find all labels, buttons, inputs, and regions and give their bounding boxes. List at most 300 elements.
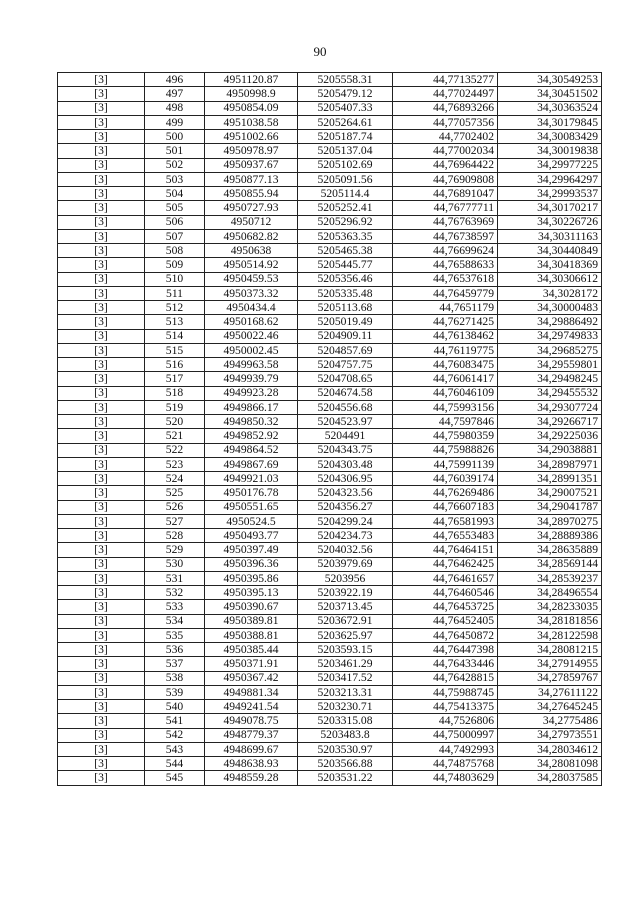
latitude-cell: 44,76462425 [393,557,498,571]
longitude-cell: 34,28991351 [498,472,602,486]
y-coordinate-cell: 5205187.74 [298,130,393,144]
y-coordinate-cell: 5205363.35 [298,229,393,243]
latitude-cell: 44,76450872 [393,628,498,642]
x-coordinate-cell: 4950514.92 [205,258,298,272]
x-coordinate-cell: 4950682.82 [205,229,298,243]
longitude-cell: 34,27645245 [498,700,602,714]
table-row [58,158,602,172]
point-number-cell: 530 [145,557,205,571]
x-coordinate-cell: 4950373.32 [205,286,298,300]
longitude-cell: 34,30306612 [498,272,602,286]
longitude-cell: 34,28034612 [498,742,602,756]
table-row [58,685,602,699]
point-number-cell: 534 [145,614,205,628]
source-ref-cell: [3] [58,757,145,771]
table-row [58,215,602,229]
point-number-cell: 539 [145,685,205,699]
table-row [58,315,602,329]
y-coordinate-cell: 5205264.61 [298,115,393,129]
x-coordinate-cell: 4948779.37 [205,728,298,742]
point-number-cell: 514 [145,329,205,343]
x-coordinate-cell: 4950727.93 [205,201,298,215]
longitude-cell: 34,30083429 [498,130,602,144]
source-ref-cell: [3] [58,400,145,414]
point-number-cell: 526 [145,500,205,514]
table-row [58,400,602,414]
x-coordinate-cell: 4949867.69 [205,457,298,471]
table-row [58,144,602,158]
source-ref-cell: [3] [58,343,145,357]
y-coordinate-cell: 5203483.8 [298,728,393,742]
x-coordinate-cell: 4950168.62 [205,315,298,329]
source-ref-cell: [3] [58,229,145,243]
table-row [58,529,602,543]
latitude-cell: 44,76464151 [393,543,498,557]
y-coordinate-cell: 5203566.88 [298,757,393,771]
x-coordinate-cell: 4951120.87 [205,73,298,87]
table-row [58,557,602,571]
source-ref-cell: [3] [58,201,145,215]
longitude-cell: 34,27611122 [498,685,602,699]
longitude-cell: 34,3028172 [498,286,602,300]
latitude-cell: 44,74875768 [393,757,498,771]
table-row [58,101,602,115]
point-number-cell: 543 [145,742,205,756]
x-coordinate-cell: 4949881.34 [205,685,298,699]
page-number: 90 [313,44,327,59]
longitude-cell: 34,27914955 [498,657,602,671]
point-number-cell: 524 [145,472,205,486]
y-coordinate-cell: 5204757.75 [298,358,393,372]
source-ref-cell: [3] [58,700,145,714]
point-number-cell: 518 [145,386,205,400]
longitude-cell: 34,29007521 [498,486,602,500]
latitude-cell: 44,76699624 [393,244,498,258]
latitude-cell: 44,7526806 [393,714,498,728]
latitude-cell: 44,77024497 [393,87,498,101]
latitude-cell: 44,76553483 [393,529,498,543]
source-ref-cell: [3] [58,443,145,457]
y-coordinate-cell: 5203531.22 [298,771,393,785]
y-coordinate-cell: 5204491 [298,429,393,443]
y-coordinate-cell: 5203956 [298,571,393,585]
source-ref-cell: [3] [58,742,145,756]
table-row [58,714,602,728]
point-number-cell: 500 [145,130,205,144]
table-row [58,500,602,514]
latitude-cell: 44,76459779 [393,286,498,300]
source-ref-cell: [3] [58,472,145,486]
longitude-cell: 34,28233035 [498,600,602,614]
latitude-cell: 44,76046109 [393,386,498,400]
x-coordinate-cell: 4949078.75 [205,714,298,728]
point-number-cell: 541 [145,714,205,728]
latitude-cell: 44,77135277 [393,73,498,87]
y-coordinate-cell: 5205114.4 [298,187,393,201]
y-coordinate-cell: 5205113.68 [298,301,393,315]
point-number-cell: 528 [145,529,205,543]
table-row [58,628,602,642]
point-number-cell: 506 [145,215,205,229]
y-coordinate-cell: 5205356.46 [298,272,393,286]
longitude-cell: 34,28970275 [498,514,602,528]
x-coordinate-cell: 4950176.78 [205,486,298,500]
point-number-cell: 525 [145,486,205,500]
latitude-cell: 44,7492993 [393,742,498,756]
x-coordinate-cell: 4950397.49 [205,543,298,557]
table-row [58,343,602,357]
longitude-cell: 34,29038881 [498,443,602,457]
x-coordinate-cell: 4949852.92 [205,429,298,443]
longitude-cell: 34,29559801 [498,358,602,372]
latitude-cell: 44,76271425 [393,315,498,329]
source-ref-cell: [3] [58,372,145,386]
y-coordinate-cell: 5204234.73 [298,529,393,543]
point-number-cell: 521 [145,429,205,443]
longitude-cell: 34,28987971 [498,457,602,471]
source-ref-cell: [3] [58,272,145,286]
table-row [58,643,602,657]
longitude-cell: 34,29964297 [498,172,602,186]
point-number-cell: 515 [145,343,205,357]
x-coordinate-cell: 4950493.77 [205,529,298,543]
table-row [58,486,602,500]
table-row [58,771,602,785]
longitude-cell: 34,29749833 [498,329,602,343]
y-coordinate-cell: 5203315.08 [298,714,393,728]
source-ref-cell: [3] [58,714,145,728]
latitude-cell: 44,75988745 [393,685,498,699]
point-number-cell: 532 [145,586,205,600]
source-ref-cell: [3] [58,457,145,471]
x-coordinate-cell: 4950638 [205,244,298,258]
latitude-cell: 44,75980359 [393,429,498,443]
table-row [58,571,602,585]
y-coordinate-cell: 5203213.31 [298,685,393,699]
longitude-cell: 34,30418369 [498,258,602,272]
y-coordinate-cell: 5203417.52 [298,671,393,685]
y-coordinate-cell: 5203625.97 [298,628,393,642]
x-coordinate-cell: 4950388.81 [205,628,298,642]
y-coordinate-cell: 5203979.69 [298,557,393,571]
y-coordinate-cell: 5204303.48 [298,457,393,471]
y-coordinate-cell: 5204306.95 [298,472,393,486]
source-ref-cell: [3] [58,286,145,300]
longitude-cell: 34,29886492 [498,315,602,329]
latitude-cell: 44,76738597 [393,229,498,243]
source-ref-cell: [3] [58,543,145,557]
y-coordinate-cell: 5204032.56 [298,543,393,557]
x-coordinate-cell: 4950371.91 [205,657,298,671]
x-coordinate-cell: 4949866.17 [205,400,298,414]
point-number-cell: 501 [145,144,205,158]
x-coordinate-cell: 4948559.28 [205,771,298,785]
latitude-cell: 44,76909808 [393,172,498,186]
point-number-cell: 519 [145,400,205,414]
table-row [58,301,602,315]
y-coordinate-cell: 5204556.68 [298,400,393,414]
table-row [58,386,602,400]
point-number-cell: 517 [145,372,205,386]
longitude-cell: 34,28496554 [498,586,602,600]
x-coordinate-cell: 4950389.81 [205,614,298,628]
point-number-cell: 508 [145,244,205,258]
y-coordinate-cell: 5205137.04 [298,144,393,158]
latitude-cell: 44,76460546 [393,586,498,600]
x-coordinate-cell: 4950855.94 [205,187,298,201]
longitude-cell: 34,30170217 [498,201,602,215]
longitude-cell: 34,29266717 [498,415,602,429]
x-coordinate-cell: 4949850.32 [205,415,298,429]
table-row [58,372,602,386]
table-row [58,244,602,258]
point-number-cell: 507 [145,229,205,243]
table-row [58,700,602,714]
table-row [58,514,602,528]
longitude-cell: 34,29455532 [498,386,602,400]
longitude-cell: 34,28081215 [498,643,602,657]
point-number-cell: 531 [145,571,205,585]
latitude-cell: 44,76039174 [393,472,498,486]
y-coordinate-cell: 5204299.24 [298,514,393,528]
longitude-cell: 34,30311163 [498,229,602,243]
point-number-cell: 505 [145,201,205,215]
x-coordinate-cell: 4950395.86 [205,571,298,585]
point-number-cell: 542 [145,728,205,742]
point-number-cell: 510 [145,272,205,286]
latitude-cell: 44,76138462 [393,329,498,343]
source-ref-cell: [3] [58,101,145,115]
y-coordinate-cell: 5204523.97 [298,415,393,429]
x-coordinate-cell: 4950459.53 [205,272,298,286]
longitude-cell: 34,27859767 [498,671,602,685]
point-number-cell: 522 [145,443,205,457]
source-ref-cell: [3] [58,514,145,528]
latitude-cell: 44,76763969 [393,215,498,229]
longitude-cell: 34,29307724 [498,400,602,414]
point-number-cell: 536 [145,643,205,657]
y-coordinate-cell: 5205335.48 [298,286,393,300]
latitude-cell: 44,76607183 [393,500,498,514]
table-row [58,286,602,300]
latitude-cell: 44,74803629 [393,771,498,785]
longitude-cell: 34,30363524 [498,101,602,115]
table-row [58,201,602,215]
latitude-cell: 44,76588633 [393,258,498,272]
y-coordinate-cell: 5203922.19 [298,586,393,600]
source-ref-cell: [3] [58,144,145,158]
table-row [58,757,602,771]
table-row [58,73,602,87]
y-coordinate-cell: 5205252.41 [298,201,393,215]
longitude-cell: 34,2775486 [498,714,602,728]
y-coordinate-cell: 5203230.71 [298,700,393,714]
x-coordinate-cell: 4948699.67 [205,742,298,756]
longitude-cell: 34,30549253 [498,73,602,87]
table-row [58,172,602,186]
latitude-cell: 44,75000997 [393,728,498,742]
latitude-cell: 44,75991139 [393,457,498,471]
source-ref-cell: [3] [58,258,145,272]
point-number-cell: 538 [145,671,205,685]
longitude-cell: 34,29977225 [498,158,602,172]
point-number-cell: 509 [145,258,205,272]
source-ref-cell: [3] [58,172,145,186]
table-row [58,657,602,671]
point-number-cell: 504 [145,187,205,201]
x-coordinate-cell: 4950998.9 [205,87,298,101]
latitude-cell: 44,77002034 [393,144,498,158]
longitude-cell: 34,28889386 [498,529,602,543]
source-ref-cell: [3] [58,771,145,785]
x-coordinate-cell: 4949241.54 [205,700,298,714]
source-ref-cell: [3] [58,301,145,315]
table-row [58,614,602,628]
x-coordinate-cell: 4950385.44 [205,643,298,657]
coordinates-table-body [58,73,602,786]
latitude-cell: 44,77057356 [393,115,498,129]
source-ref-cell: [3] [58,429,145,443]
longitude-cell: 34,28635889 [498,543,602,557]
source-ref-cell: [3] [58,500,145,514]
latitude-cell: 44,7651179 [393,301,498,315]
y-coordinate-cell: 5205479.12 [298,87,393,101]
table-row [58,728,602,742]
point-number-cell: 502 [145,158,205,172]
x-coordinate-cell: 4949923.28 [205,386,298,400]
x-coordinate-cell: 4950367.42 [205,671,298,685]
x-coordinate-cell: 4950390.67 [205,600,298,614]
point-number-cell: 535 [145,628,205,642]
point-number-cell: 537 [145,657,205,671]
point-number-cell: 513 [145,315,205,329]
longitude-cell: 34,29498245 [498,372,602,386]
latitude-cell: 44,76433446 [393,657,498,671]
source-ref-cell: [3] [58,115,145,129]
latitude-cell: 44,75413375 [393,700,498,714]
source-ref-cell: [3] [58,386,145,400]
longitude-cell: 34,30226726 [498,215,602,229]
latitude-cell: 44,76447398 [393,643,498,657]
point-number-cell: 511 [145,286,205,300]
x-coordinate-cell: 4950434.4 [205,301,298,315]
y-coordinate-cell: 5205091.56 [298,172,393,186]
table-row [58,457,602,471]
longitude-cell: 34,28081098 [498,757,602,771]
y-coordinate-cell: 5205445.77 [298,258,393,272]
source-ref-cell: [3] [58,685,145,699]
source-ref-cell: [3] [58,557,145,571]
point-number-cell: 497 [145,87,205,101]
y-coordinate-cell: 5204356.27 [298,500,393,514]
source-ref-cell: [3] [58,215,145,229]
table-row [58,586,602,600]
table-row [58,429,602,443]
source-ref-cell: [3] [58,329,145,343]
table-row [58,543,602,557]
x-coordinate-cell: 4950395.13 [205,586,298,600]
x-coordinate-cell: 4950524.5 [205,514,298,528]
y-coordinate-cell: 5203461.29 [298,657,393,671]
x-coordinate-cell: 4949963.58 [205,358,298,372]
table-row [58,415,602,429]
y-coordinate-cell: 5204708.65 [298,372,393,386]
source-ref-cell: [3] [58,728,145,742]
latitude-cell: 44,76893266 [393,101,498,115]
x-coordinate-cell: 4949921.03 [205,472,298,486]
longitude-cell: 34,28181856 [498,614,602,628]
x-coordinate-cell: 4949864.52 [205,443,298,457]
x-coordinate-cell: 4950551.65 [205,500,298,514]
y-coordinate-cell: 5205465.38 [298,244,393,258]
source-ref-cell: [3] [58,486,145,500]
source-ref-cell: [3] [58,657,145,671]
y-coordinate-cell: 5205558.31 [298,73,393,87]
source-ref-cell: [3] [58,614,145,628]
source-ref-cell: [3] [58,187,145,201]
point-number-cell: 496 [145,73,205,87]
latitude-cell: 44,76453725 [393,600,498,614]
source-ref-cell: [3] [58,87,145,101]
longitude-cell: 34,30440849 [498,244,602,258]
point-number-cell: 529 [145,543,205,557]
table-row [58,87,602,101]
y-coordinate-cell: 5204674.58 [298,386,393,400]
source-ref-cell: [3] [58,358,145,372]
y-coordinate-cell: 5204343.75 [298,443,393,457]
latitude-cell: 44,76537618 [393,272,498,286]
x-coordinate-cell: 4950937.67 [205,158,298,172]
table-row [58,358,602,372]
source-ref-cell: [3] [58,315,145,329]
longitude-cell: 34,29993537 [498,187,602,201]
source-ref-cell: [3] [58,244,145,258]
longitude-cell: 34,30019838 [498,144,602,158]
y-coordinate-cell: 5203713.45 [298,600,393,614]
table-row [58,258,602,272]
table-row [58,671,602,685]
source-ref-cell: [3] [58,415,145,429]
latitude-cell: 44,75988826 [393,443,498,457]
table-row [58,272,602,286]
source-ref-cell: [3] [58,130,145,144]
coordinates-table [57,72,602,786]
latitude-cell: 44,76891047 [393,187,498,201]
x-coordinate-cell: 4950396.36 [205,557,298,571]
point-number-cell: 523 [145,457,205,471]
point-number-cell: 499 [145,115,205,129]
source-ref-cell: [3] [58,571,145,585]
y-coordinate-cell: 5204857.69 [298,343,393,357]
latitude-cell: 44,76061417 [393,372,498,386]
latitude-cell: 44,76964422 [393,158,498,172]
longitude-cell: 34,30179845 [498,115,602,129]
point-number-cell: 540 [145,700,205,714]
source-ref-cell: [3] [58,158,145,172]
latitude-cell: 44,7597846 [393,415,498,429]
latitude-cell: 44,76119775 [393,343,498,357]
x-coordinate-cell: 4951038.58 [205,115,298,129]
point-number-cell: 498 [145,101,205,115]
y-coordinate-cell: 5205019.49 [298,315,393,329]
point-number-cell: 527 [145,514,205,528]
latitude-cell: 44,76777711 [393,201,498,215]
point-number-cell: 516 [145,358,205,372]
latitude-cell: 44,76581993 [393,514,498,528]
point-number-cell: 512 [145,301,205,315]
point-number-cell: 503 [145,172,205,186]
x-coordinate-cell: 4950002.45 [205,343,298,357]
